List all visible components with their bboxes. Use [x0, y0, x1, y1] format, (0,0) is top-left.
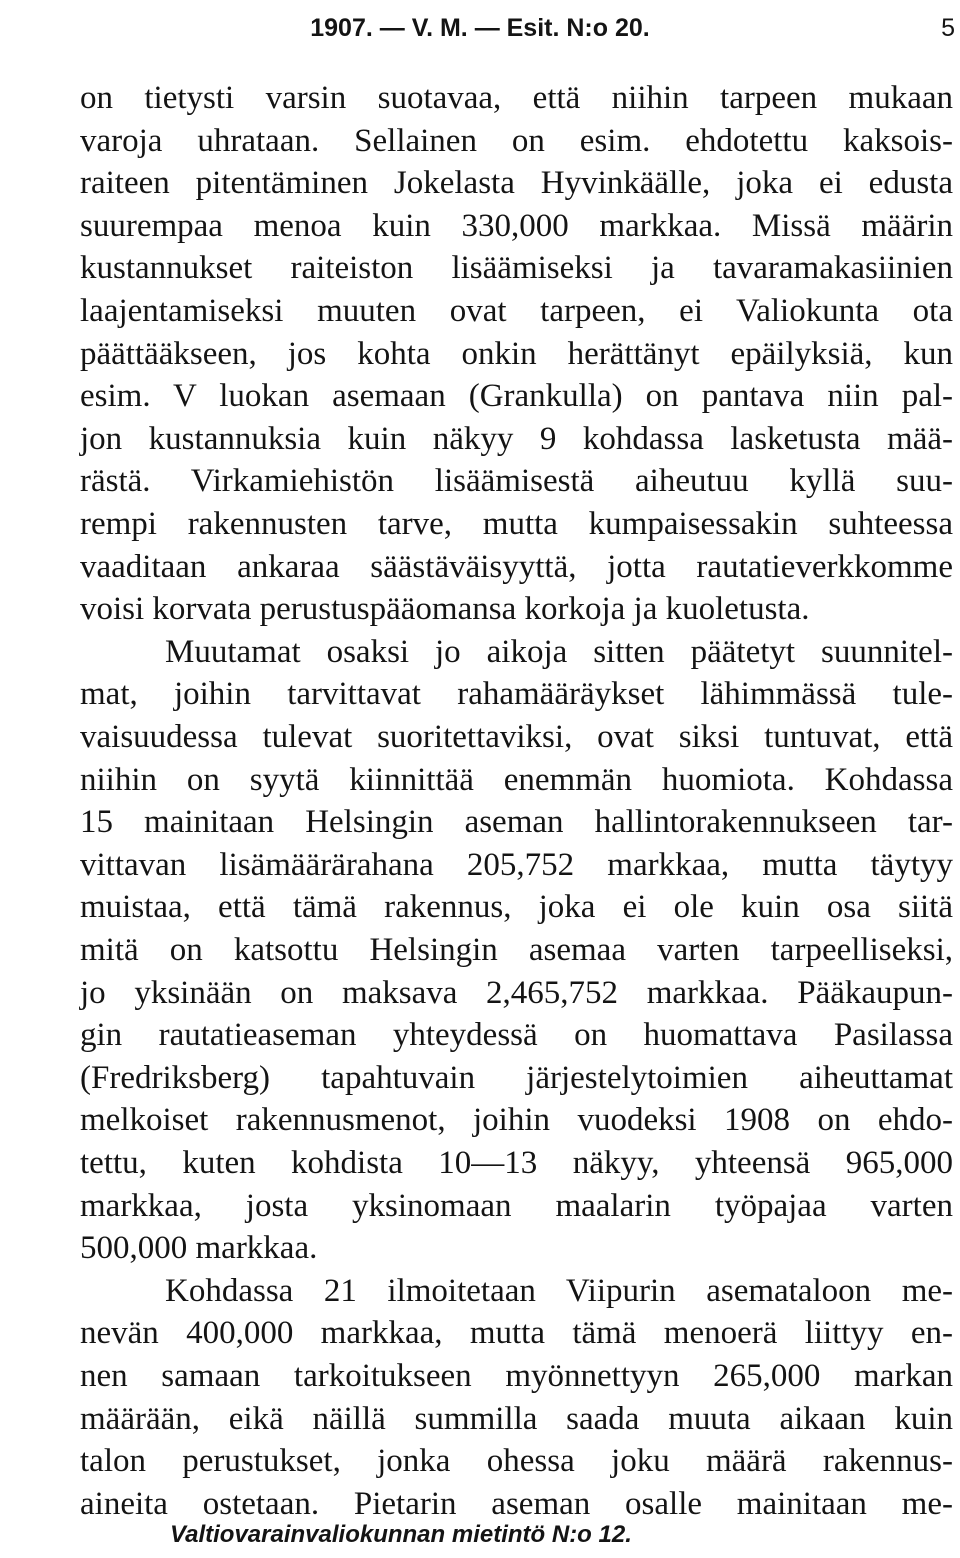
text-line: muistaa, että tämä rakennus, joka ei ole kuin osa siitä: [80, 889, 953, 926]
text-line: tettu, kuten kohdista 10—13 näkyy, yhteensä 965,000: [80, 1145, 953, 1181]
text-line: Kohdassa 21 ilmoitetaan Viipurin asemataloon me-: [165, 1272, 953, 1309]
text-line: vittavan lisämäärärahana 205,752 markkaa, mutta täytyy: [80, 846, 953, 883]
text-line: aineita ostetaan. Pietarin aseman osalle mainitaan me-: [80, 1485, 953, 1522]
text-line: voisi korvata perustuspääomansa korkoja ja kuoletusta.: [80, 591, 810, 628]
running-head: [80, 14, 960, 48]
text-line: vaaditaan ankaraa säästäväisyyttä, jotta rautatieverkkomme: [80, 548, 953, 585]
running-head-title: 1907. — V. M. — Esit. N:o 20.: [310, 14, 650, 42]
text-line: esim. V luokan asemaan (Grankulla) on pantava niin pal-: [80, 378, 953, 415]
text-line: talon perustukset, jonka ohessa joku määrä rakennus-: [80, 1443, 953, 1480]
text-line: Muutamat osaksi jo aikoja sitten päätetyt suunnitel-: [165, 633, 953, 670]
text-line: laajentamiseksi muuten ovat tarpeen, ei Valiokunta ota: [80, 293, 953, 329]
text-line: määrään, eikä näillä summilla saada muuta aikaan kuin: [80, 1400, 953, 1437]
text-line: gin rautatieaseman yhteydessä on huomattava Pasilassa: [80, 1017, 953, 1054]
text-line: melkoiset rakennusmenot, joihin vuodeksi 1908 on ehdo-: [80, 1102, 953, 1139]
text-line: 15 mainitaan Helsingin aseman hallintorakennukseen tar-: [80, 804, 953, 841]
text-line: raiteen pitentäminen Jokelasta Hyvinkäälle, joka ei edusta: [80, 165, 953, 202]
text-line: mat, joihin tarvittavat rahamääräykset lähimmässä tule-: [80, 676, 953, 713]
text-line: (Fredriksberg) tapahtuvain järjestelytoimien aiheuttamat: [80, 1059, 953, 1096]
text-line: niihin on syytä kiinnittää enemmän huomiota. Kohdassa: [80, 761, 953, 798]
text-line: rempi rakennusten tarve, mutta kumpaisessakin suhteessa: [80, 506, 953, 542]
text-line: rästä. Virkamiehistön lisäämisestä aiheutuu kyllä suu-: [80, 463, 953, 500]
text-line: markkaa, josta yksinomaan maalarin työpajaa varten: [80, 1187, 953, 1224]
text-line: jon kustannuksia kuin näkyy 9 kohdassa lasketusta mää-: [80, 420, 953, 457]
text-line: mitä on katsottu Helsingin asemaa varten tarpeelliseksi,: [80, 932, 953, 968]
footer-signature: Valtiovarainvaliokunnan mietintö N:o 12.: [170, 1521, 632, 1548]
text-line: varoja uhrataan. Sellainen on esim. ehdotettu kaksois-: [80, 122, 953, 159]
page-number: 5: [941, 14, 955, 42]
text-line: on tietysti varsin suotavaa, että niihin tarpeen mukaan: [80, 80, 953, 116]
text-line: päättääkseen, jos kohta onkin herättänyt epäilyksiä, kun: [80, 335, 953, 372]
text-line: 500,000 markkaa.: [80, 1230, 318, 1267]
text-line: nen samaan tarkoitukseen myönnettyyn 265,000 markan: [80, 1358, 953, 1394]
text-line: kustannukset raiteiston lisäämiseksi ja tavaramakasiinien: [80, 250, 953, 287]
text-line: nevän 400,000 markkaa, mutta tämä menoerä liittyy en-: [80, 1315, 953, 1352]
text-line: jo yksinään on maksava 2,465,752 markkaa. Pääkaupun-: [80, 974, 953, 1011]
text-line: vaisuudessa tulevat suoritettaviksi, ovat siksi tuntuvat, että: [80, 719, 953, 755]
text-line: suurempaa menoa kuin 330,000 markkaa. Missä määrin: [80, 207, 953, 244]
